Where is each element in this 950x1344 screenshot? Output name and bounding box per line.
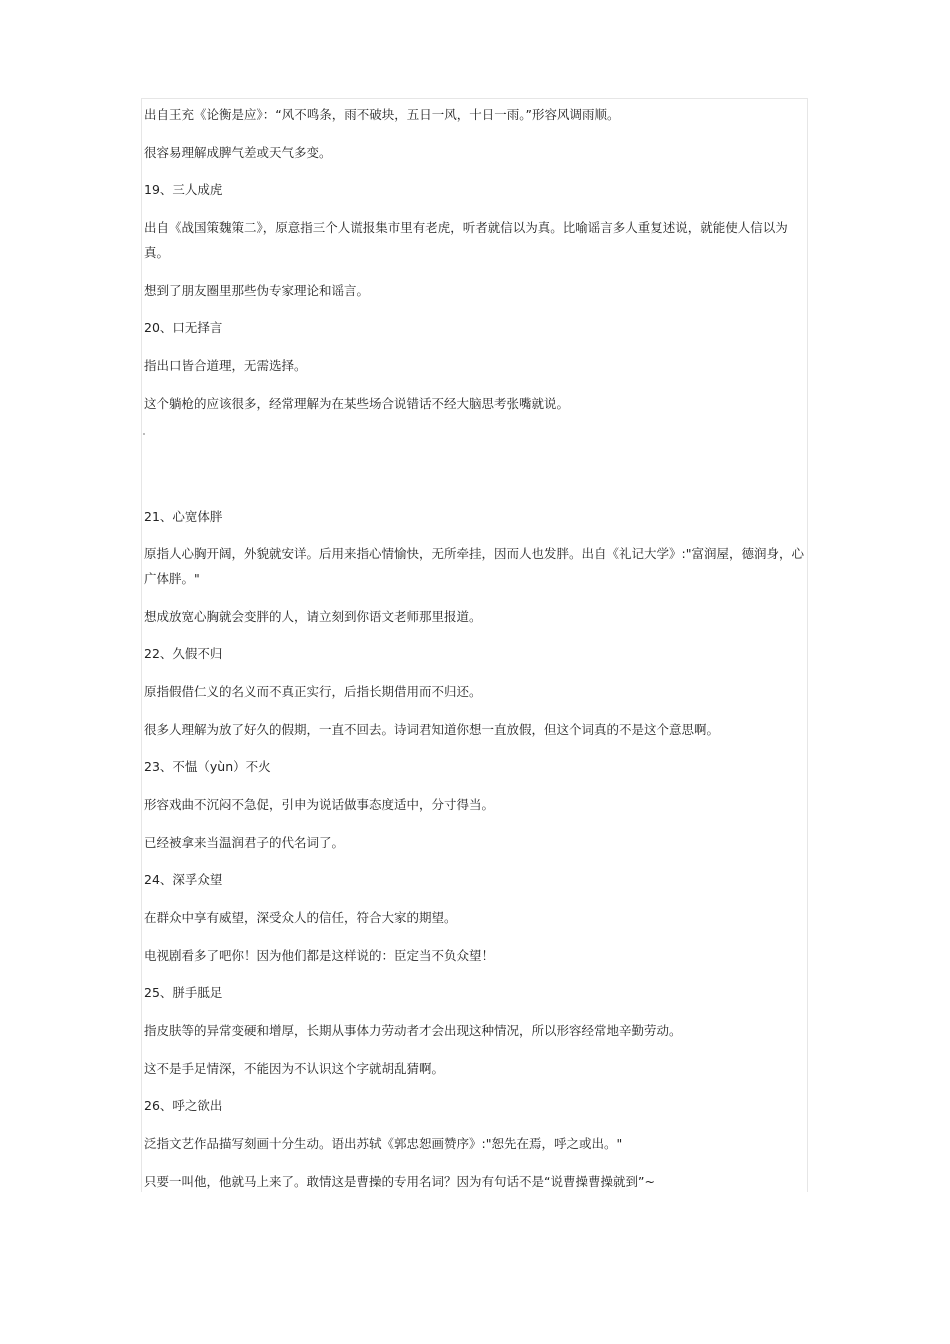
paragraph: 想成放宽心胸就会变胖的人，请立刻到你语文老师那里报道。 xyxy=(144,609,482,624)
section-heading: 24、深孚众望 xyxy=(144,872,223,887)
section-heading: 20、口无择言 xyxy=(144,320,223,335)
paragraph: 原指假借仁义的名义而不真正实行，后指长期借用而不归还。 xyxy=(144,684,482,699)
section-heading: 19、三人成虎 xyxy=(144,182,223,197)
paragraph: 在群众中享有威望，深受众人的信任，符合大家的期望。 xyxy=(144,910,457,925)
paragraph: 泛指文艺作品描写刻画十分生动。语出苏轼《郭忠恕画赞序》:"恕先在焉，呼之或出。" xyxy=(144,1136,623,1151)
paragraph: 想到了朋友圈里那些伪专家理论和谣言。 xyxy=(144,283,370,298)
paragraph: 很多人理解为放了好久的假期，一直不回去。诗词君知道你想一直放假，但这个词真的不是这个意思啊。 xyxy=(144,722,720,737)
paragraph: 很容易理解成脾气差或天气多变。 xyxy=(144,145,332,160)
section-heading: 23、不愠（yùn）不火 xyxy=(144,759,271,774)
paragraph: 已经被拿来当温润君子的代名词了。 xyxy=(144,835,345,850)
paragraph: 只要一叫他，他就马上来了。敢情这是曹操的专用名词？因为有句话不是“说曹操曹操就到”~ xyxy=(144,1174,655,1189)
paragraph: 这个躺枪的应该很多，经常理解为在某些场合说错话不经大脑思考张嘴就说。 xyxy=(144,396,570,411)
paragraph: 指皮肤等的异常变硬和增厚，长期从事体力劳动者才会出现这种情况，所以形容经常地辛勤劳动。 xyxy=(144,1023,682,1038)
paragraph: 电视剧看多了吧你！因为他们都是这样说的：臣定当不负众望！ xyxy=(144,948,495,963)
stray-mark xyxy=(143,433,145,435)
paragraph: 原指人心胸开阔，外貌就安详。后用来指心情愉快，无所牵挂，因而人也发胖。出自《礼记大学》:"富润屋，德润身，心广体胖。" xyxy=(144,546,804,586)
section-heading: 21、心宽体胖 xyxy=(144,509,223,524)
paragraph: 指出口皆合道理，无需选择。 xyxy=(144,358,307,373)
paragraph: 出自《战国策魏策二》，原意指三个人谎报集市里有老虎，听者就信以为真。比喻谣言多人重复述说，就能使人信以为真。 xyxy=(144,220,788,260)
section-heading: 25、胼手胝足 xyxy=(144,985,223,1000)
section-heading: 22、久假不归 xyxy=(144,646,223,661)
paragraph: 这不是手足情深，不能因为不认识这个字就胡乱猜啊。 xyxy=(144,1061,445,1076)
paragraph: 形容戏曲不沉闷不急促，引申为说话做事态度适中，分寸得当。 xyxy=(144,797,495,812)
paragraph: 出自王充《论衡是应》：“风不鸣条，雨不破块，五日一风，十日一雨。”形容风调雨顺。 xyxy=(144,107,620,122)
section-heading: 26、呼之欲出 xyxy=(144,1098,223,1113)
